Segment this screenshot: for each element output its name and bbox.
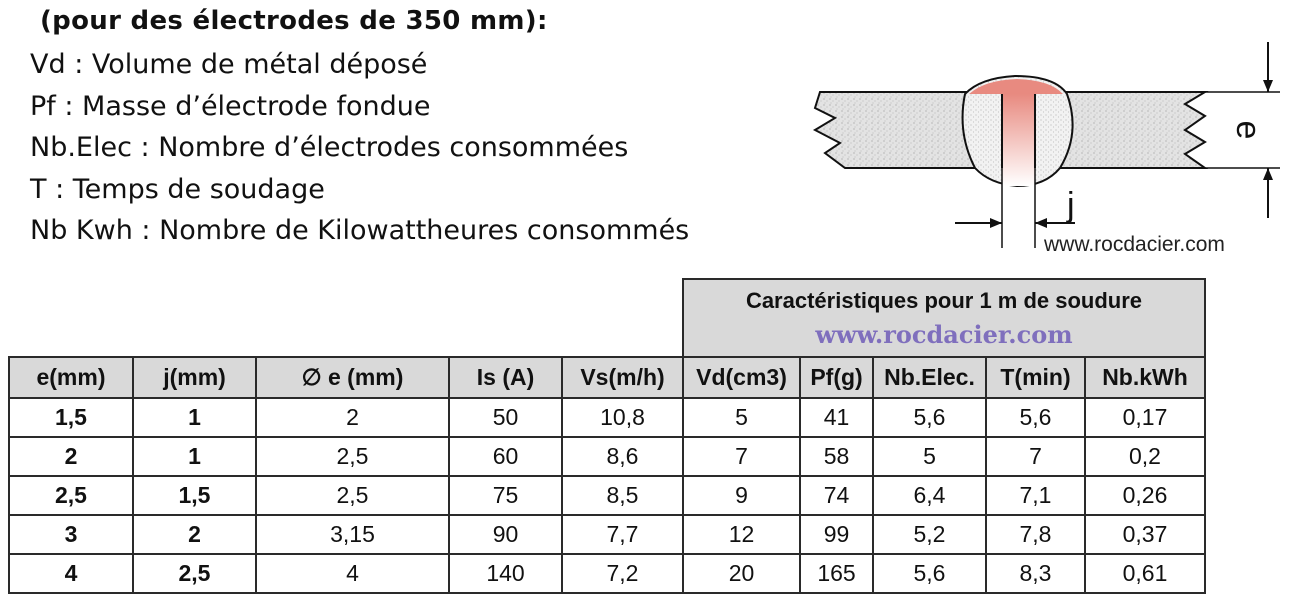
table-cell: 4 — [256, 554, 449, 593]
table-cell: 7,1 — [986, 476, 1085, 515]
legend-item-nb-elec: Nb.Elec : Nombre d’électrodes consommées — [30, 132, 629, 164]
table-cell: 2,5 — [256, 476, 449, 515]
table-row — [9, 398, 1205, 437]
table-cell: 5,6 — [873, 554, 986, 593]
table-cell: 7 — [683, 437, 800, 476]
group-website: www.rocdacier.com — [815, 319, 1073, 349]
welding-characteristics-table — [8, 278, 1206, 594]
root-gap — [1002, 94, 1035, 186]
table-cell: 140 — [449, 554, 562, 593]
table-cell: 5 — [683, 398, 800, 437]
table-cell: 2 — [133, 515, 256, 554]
table-cell: 0,61 — [1085, 554, 1205, 593]
table-cell: 3,15 — [256, 515, 449, 554]
column-header-t: T(min) — [986, 357, 1085, 398]
table-cell: 2 — [256, 398, 449, 437]
table-cell: 90 — [449, 515, 562, 554]
table-cell: 3 — [9, 515, 133, 554]
table-cell: 5,2 — [873, 515, 986, 554]
table-cell: 2,5 — [133, 554, 256, 593]
table-cell: 8,3 — [986, 554, 1085, 593]
label-e: e — [1229, 120, 1267, 140]
table-cell: 7 — [986, 437, 1085, 476]
table-cell: 50 — [449, 398, 562, 437]
table-cell: 4 — [9, 554, 133, 593]
table-cell: 6,4 — [873, 476, 986, 515]
table-cell: 60 — [449, 437, 562, 476]
group-title: Caractéristiques pour 1 m de soudure — [745, 287, 1143, 313]
table-row — [9, 476, 1205, 515]
table-cell: 58 — [800, 437, 873, 476]
table-cell: 7,7 — [562, 515, 683, 554]
table-row — [9, 515, 1205, 554]
table-cell: 99 — [800, 515, 873, 554]
table-cell: 41 — [800, 398, 873, 437]
table-row — [9, 554, 1205, 593]
column-header-nb-kwh: Nb.kWh — [1085, 357, 1205, 398]
table-cell: 7,8 — [986, 515, 1085, 554]
table-cell: 5 — [873, 437, 986, 476]
legend-list — [30, 44, 689, 252]
table-cell: 8,6 — [562, 437, 683, 476]
group-header — [683, 279, 1205, 357]
table-cell: 165 — [800, 554, 873, 593]
legend-item-vd: Vd : Volume de métal déposé — [30, 49, 428, 80]
table-cell: 8,5 — [562, 476, 683, 515]
table-cell: 1 — [133, 398, 256, 437]
table-cell: 10,8 — [562, 398, 683, 437]
table-cell: 7,2 — [562, 554, 683, 593]
table-cell: 5,6 — [873, 398, 986, 437]
legend-item-t: T : Temps de soudage — [30, 173, 325, 205]
label-j: j — [1067, 186, 1075, 224]
table-row — [9, 437, 1205, 476]
table-cell: 0,37 — [1085, 515, 1205, 554]
column-header-nb-elec: Nb.Elec. — [873, 357, 986, 398]
empty-corner — [9, 279, 683, 357]
column-header-pf: Pf(g) — [800, 357, 873, 398]
table-cell: 1,5 — [133, 476, 256, 515]
table-cell: 2,5 — [9, 476, 133, 515]
table-cell: 1,5 — [9, 398, 133, 437]
table-cell: 20 — [683, 554, 800, 593]
table-cell: 9 — [683, 476, 800, 515]
legend-item-pf: Pf : Masse d’électrode fondue — [30, 90, 431, 122]
column-header-is: Is (A) — [449, 357, 562, 398]
diagram-website-label: www.rocdacier.com — [1044, 233, 1225, 256]
page-heading: (pour des électrodes de 350 mm): — [40, 6, 548, 36]
table-cell: 74 — [800, 476, 873, 515]
table-cell: 0,26 — [1085, 476, 1205, 515]
table-cell: 75 — [449, 476, 562, 515]
weld-joint-diagram — [805, 38, 1285, 263]
table-cell: 2 — [9, 437, 133, 476]
column-header-electrode-diameter: ∅ e (mm) — [256, 357, 449, 398]
column-header-vd: Vd(cm3) — [683, 357, 800, 398]
column-header-vs: Vs(m/h) — [562, 357, 683, 398]
column-header-e: e(mm) — [9, 357, 133, 398]
legend-item-nb-kwh: Nb Kwh : Nombre de Kilowattheures consommés — [30, 215, 690, 247]
table-cell: 5,6 — [986, 398, 1085, 437]
table-cell: 0,2 — [1085, 437, 1205, 476]
table-cell: 12 — [683, 515, 800, 554]
table-cell: 2,5 — [256, 437, 449, 476]
table-cell: 0,17 — [1085, 398, 1205, 437]
table-cell: 1 — [133, 437, 256, 476]
column-header-j: j(mm) — [133, 357, 256, 398]
